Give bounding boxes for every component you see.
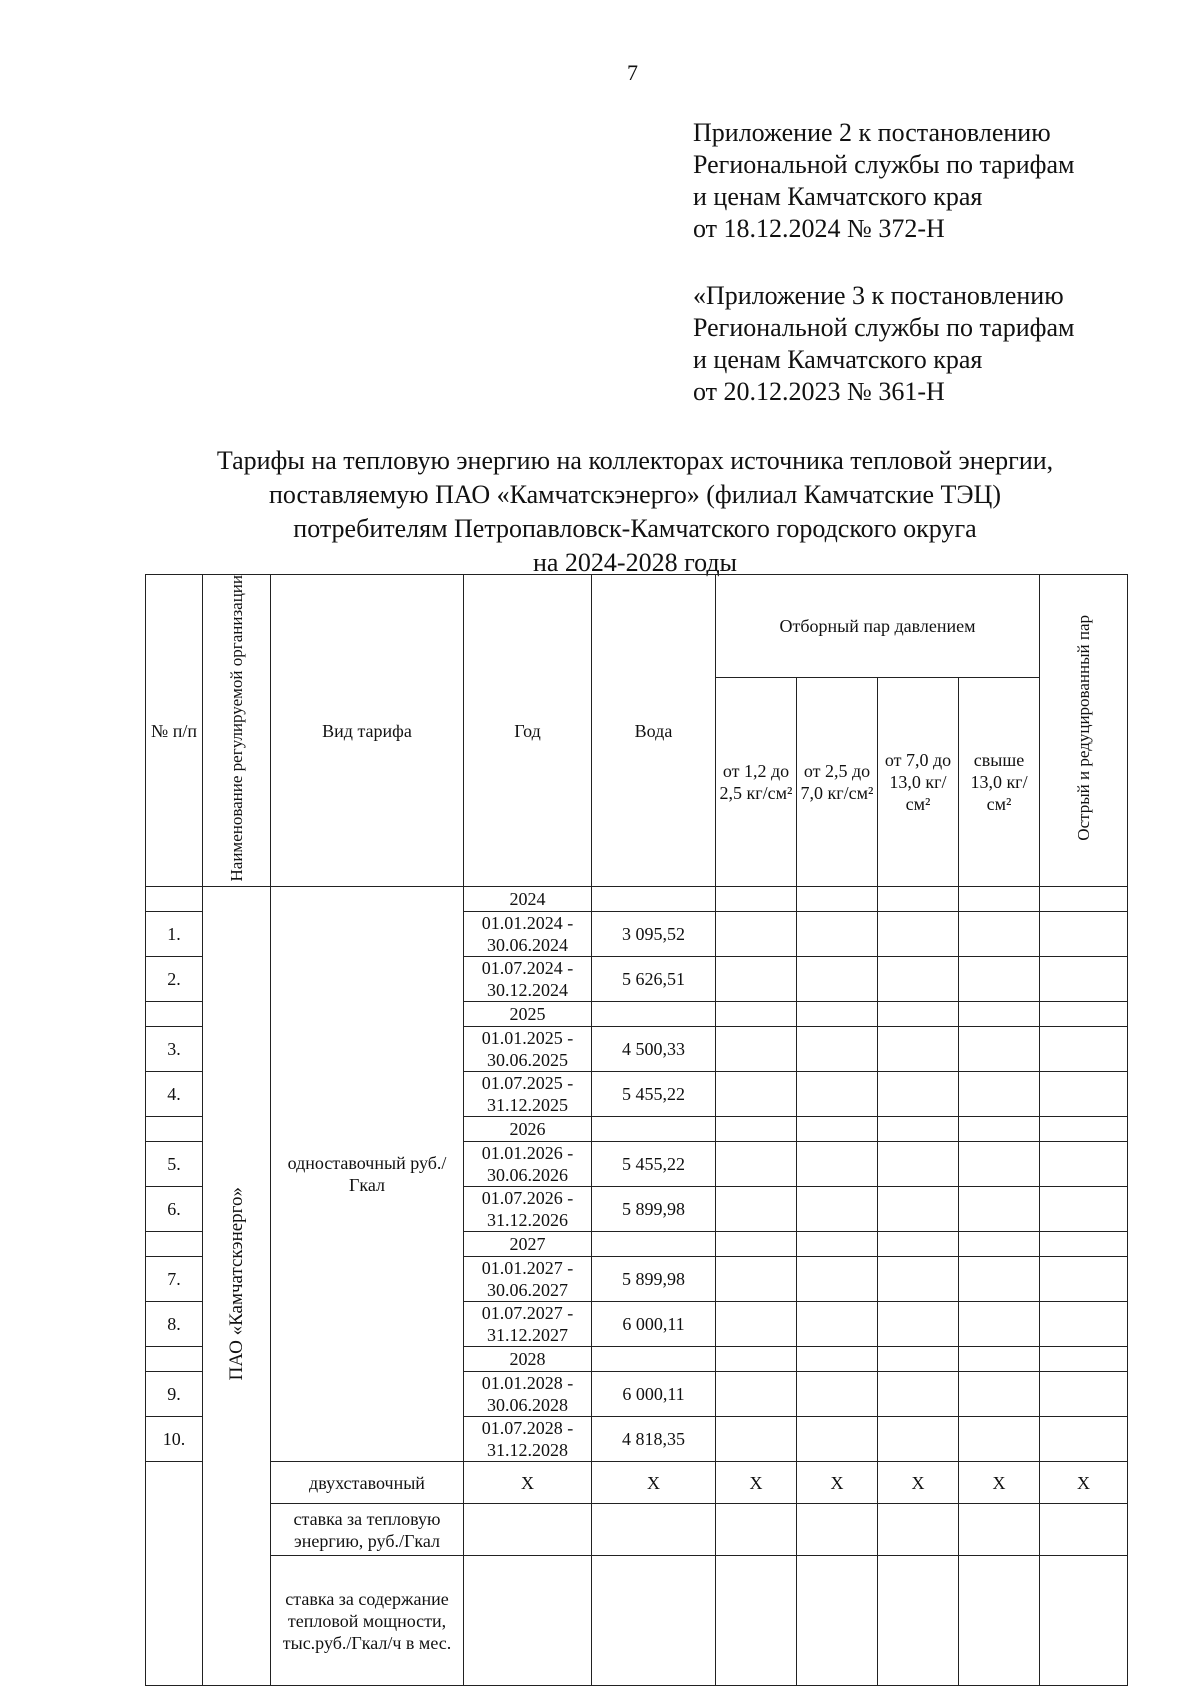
empty-cell (797, 1257, 878, 1302)
title-line: поставляемую ПАО «Камчатскэнерго» (филиал Камчатские ТЭЦ) (269, 480, 1001, 509)
empty-cell (878, 1257, 959, 1302)
header-steam-4: свыше 13,0 кг/см² (959, 677, 1040, 887)
empty-cell (716, 1232, 797, 1257)
empty-cell (716, 1187, 797, 1232)
tariff-table (145, 574, 1128, 1686)
empty-cell (146, 1232, 203, 1257)
year-row (146, 887, 1128, 912)
period-start: 01.07.2025 - (481, 1073, 574, 1094)
period-end: 30.06.2024 (487, 935, 568, 956)
appendix-line: и ценам Камчатского края (693, 182, 983, 211)
empty-cell (1040, 1504, 1128, 1556)
empty-cell (716, 1347, 797, 1372)
empty-cell (146, 1462, 203, 1686)
empty-cell (1040, 1257, 1128, 1302)
empty-cell (797, 1117, 878, 1142)
water-tariff-value: 5 899,98 (592, 1187, 716, 1232)
period-end: 30.06.2025 (487, 1050, 568, 1071)
empty-cell (878, 1302, 959, 1347)
empty-cell (959, 957, 1040, 1002)
empty-cell (716, 1072, 797, 1117)
empty-cell (959, 1072, 1040, 1117)
empty-cell (797, 912, 878, 957)
empty-cell (797, 1072, 878, 1117)
empty-cell (1040, 887, 1128, 912)
period-cell (464, 1372, 592, 1417)
page-number: 7 (627, 60, 638, 85)
header-steam-3: от 7,0 до 13,0 кг/см² (878, 677, 959, 887)
organization-name: ПАО «Камчатскэнерго» (225, 1187, 247, 1381)
capacity-rate-row (146, 1556, 1128, 1686)
empty-cell (797, 1556, 878, 1686)
empty-cell (797, 1302, 878, 1347)
empty-cell (959, 1556, 1040, 1686)
appendix-previous-header (693, 280, 1074, 408)
empty-cell (1040, 1072, 1128, 1117)
header-water: Вода (592, 575, 716, 887)
empty-cell (959, 1187, 1040, 1232)
energy-rate-row (146, 1504, 1128, 1556)
empty-cell (959, 1002, 1040, 1027)
empty-cell (797, 1372, 878, 1417)
row-number: 6. (146, 1187, 203, 1232)
empty-cell (146, 1347, 203, 1372)
empty-cell (1040, 1417, 1128, 1462)
period-cell (464, 1257, 592, 1302)
water-tariff-value: 3 095,52 (592, 912, 716, 957)
appendix-line: и ценам Камчатского края (693, 345, 983, 374)
empty-cell (959, 1142, 1040, 1187)
row-number: 2. (146, 957, 203, 1002)
empty-cell (592, 1117, 716, 1142)
header-tariff-type: Вид тарифа (271, 575, 464, 887)
empty-cell (716, 1117, 797, 1142)
empty-cell (959, 1117, 1040, 1142)
empty-cell (959, 912, 1040, 957)
empty-cell (592, 1232, 716, 1257)
water-tariff-value: 4 500,33 (592, 1027, 716, 1072)
empty-cell (878, 1002, 959, 1027)
empty-cell (959, 1372, 1040, 1417)
period-end: 30.06.2026 (487, 1165, 568, 1186)
period-start: 01.07.2027 - (481, 1303, 574, 1324)
header-acute-steam (1040, 575, 1128, 887)
empty-cell (1040, 1027, 1128, 1072)
single-rate-label: одноставочный руб./Гкал (271, 887, 464, 1462)
empty-cell (464, 1504, 592, 1556)
period-start: 01.07.2026 - (481, 1188, 574, 1209)
energy-rate-label: ставка за тепловую энергию, руб./Гкал (271, 1504, 464, 1556)
empty-cell (592, 1556, 716, 1686)
year-label: 2025 (464, 1002, 592, 1027)
empty-cell (716, 957, 797, 1002)
empty-cell (797, 887, 878, 912)
empty-cell (878, 912, 959, 957)
empty-cell (959, 1417, 1040, 1462)
empty-cell (878, 1504, 959, 1556)
period-end: 30.12.2024 (487, 980, 568, 1001)
water-tariff-value: 5 899,98 (592, 1257, 716, 1302)
appendix-line: Региональной службы по тарифам (693, 313, 1075, 342)
empty-cell (716, 1302, 797, 1347)
empty-cell (878, 1027, 959, 1072)
empty-cell (878, 1556, 959, 1686)
empty-cell (878, 887, 959, 912)
empty-cell (1040, 1556, 1128, 1686)
appendix-line: «Приложение 3 к постановлению (693, 281, 1064, 310)
period-start: 01.01.2026 - (481, 1143, 574, 1164)
empty-cell (797, 1002, 878, 1027)
empty-cell (716, 1002, 797, 1027)
period-cell (464, 1417, 592, 1462)
period-start: 01.01.2025 - (481, 1028, 574, 1049)
water-tariff-value: 5 455,22 (592, 1142, 716, 1187)
empty-cell (146, 1117, 203, 1142)
header-steam-2: от 2,5 до 7,0 кг/см² (797, 677, 878, 887)
header-organization (203, 575, 271, 887)
appendix-line: от 20.12.2023 № 361-Н (693, 377, 945, 406)
title-line: Тарифы на тепловую энергию на коллекторах источника тепловой энергии, (216, 446, 1054, 475)
empty-cell (959, 1302, 1040, 1347)
header-number: № п/п (146, 575, 203, 887)
empty-cell (716, 912, 797, 957)
not-applicable-mark: X (797, 1462, 878, 1504)
not-applicable-mark: X (878, 1462, 959, 1504)
empty-cell (797, 1142, 878, 1187)
empty-cell (592, 887, 716, 912)
year-label: 2028 (464, 1347, 592, 1372)
row-number: 8. (146, 1302, 203, 1347)
empty-cell (878, 1347, 959, 1372)
not-applicable-mark: X (464, 1462, 592, 1504)
empty-cell (797, 1027, 878, 1072)
empty-cell (878, 957, 959, 1002)
empty-cell (959, 1347, 1040, 1372)
row-number: 5. (146, 1142, 203, 1187)
water-tariff-value: 5 626,51 (592, 957, 716, 1002)
header-steam-1: от 1,2 до 2,5 кг/см² (716, 677, 797, 887)
water-tariff-value: 6 000,11 (592, 1302, 716, 1347)
empty-cell (716, 1027, 797, 1072)
row-number: 4. (146, 1072, 203, 1117)
appendix-line: от 18.12.2024 № 372-Н (693, 214, 945, 243)
period-cell (464, 1072, 592, 1117)
empty-cell (878, 1372, 959, 1417)
empty-cell (878, 1187, 959, 1232)
empty-cell (1040, 1002, 1128, 1027)
empty-cell (797, 1232, 878, 1257)
year-label: 2026 (464, 1117, 592, 1142)
water-tariff-value: 6 000,11 (592, 1372, 716, 1417)
empty-cell (878, 1142, 959, 1187)
empty-cell (959, 1232, 1040, 1257)
header-acute-steam-text: Острый и редуцированный пар (1074, 615, 1094, 842)
row-number: 1. (146, 912, 203, 957)
period-cell (464, 1187, 592, 1232)
row-number: 10. (146, 1417, 203, 1462)
period-cell (464, 912, 592, 957)
empty-cell (1040, 1347, 1128, 1372)
period-start: 01.01.2024 - (481, 913, 574, 934)
appendix-line: Приложение 2 к постановлению (693, 118, 1051, 147)
year-label: 2027 (464, 1232, 592, 1257)
period-end: 30.06.2028 (487, 1395, 568, 1416)
row-number: 3. (146, 1027, 203, 1072)
period-start: 01.01.2027 - (481, 1258, 574, 1279)
organization-cell (203, 887, 271, 1686)
period-cell (464, 1302, 592, 1347)
empty-cell (716, 1504, 797, 1556)
empty-cell (716, 1257, 797, 1302)
empty-cell (797, 1504, 878, 1556)
empty-cell (592, 1347, 716, 1372)
header-year: Год (464, 575, 592, 887)
title-line: потребителям Петропавловск-Камчатского городского округа (293, 514, 977, 543)
empty-cell (878, 1417, 959, 1462)
not-applicable-mark: X (716, 1462, 797, 1504)
empty-cell (878, 1072, 959, 1117)
capacity-rate-label: ставка за содержание тепловой мощности, тыс.руб./Гкал/ч в мес. (271, 1556, 464, 1686)
empty-cell (716, 887, 797, 912)
empty-cell (1040, 1372, 1128, 1417)
title-line: на 2024-2028 годы (532, 548, 738, 577)
not-applicable-mark: X (1040, 1462, 1128, 1504)
period-start: 01.07.2028 - (481, 1418, 574, 1439)
empty-cell (797, 957, 878, 1002)
water-tariff-value: 5 455,22 (592, 1072, 716, 1117)
appendix-current-header (693, 117, 1074, 245)
empty-cell (1040, 957, 1128, 1002)
period-start: 01.01.2028 - (481, 1373, 574, 1394)
period-end: 31.12.2027 (487, 1325, 568, 1346)
year-label: 2024 (464, 887, 592, 912)
empty-cell (1040, 1302, 1128, 1347)
not-applicable-mark: X (959, 1462, 1040, 1504)
empty-cell (146, 1002, 203, 1027)
empty-cell (797, 1347, 878, 1372)
empty-cell (1040, 1142, 1128, 1187)
empty-cell (959, 1257, 1040, 1302)
empty-cell (592, 1504, 716, 1556)
empty-cell (716, 1372, 797, 1417)
empty-cell (959, 1027, 1040, 1072)
header-steam-group: Отборный пар давлением (716, 575, 1040, 678)
period-cell (464, 1142, 592, 1187)
empty-cell (716, 1417, 797, 1462)
period-cell (464, 957, 592, 1002)
row-number: 9. (146, 1372, 203, 1417)
two-rate-row (146, 1462, 1128, 1504)
empty-cell (146, 887, 203, 912)
empty-cell (878, 1232, 959, 1257)
period-end: 31.12.2025 (487, 1095, 568, 1116)
period-cell (464, 1027, 592, 1072)
period-end: 31.12.2028 (487, 1440, 568, 1461)
appendix-line: Региональной службы по тарифам (693, 150, 1075, 179)
empty-cell (592, 1002, 716, 1027)
document-title (120, 444, 1150, 580)
empty-cell (716, 1556, 797, 1686)
empty-cell (878, 1117, 959, 1142)
empty-cell (464, 1556, 592, 1686)
empty-cell (1040, 1187, 1128, 1232)
not-applicable-mark: X (592, 1462, 716, 1504)
period-end: 31.12.2026 (487, 1210, 568, 1231)
row-number: 7. (146, 1257, 203, 1302)
empty-cell (797, 1417, 878, 1462)
header-organization-text: Наименование регулируемой организации (227, 575, 246, 882)
empty-cell (959, 887, 1040, 912)
empty-cell (1040, 1232, 1128, 1257)
empty-cell (959, 1504, 1040, 1556)
period-end: 30.06.2027 (487, 1280, 568, 1301)
empty-cell (716, 1142, 797, 1187)
water-tariff-value: 4 818,35 (592, 1417, 716, 1462)
empty-cell (1040, 912, 1128, 957)
empty-cell (1040, 1117, 1128, 1142)
two-rate-label: двухставочный (271, 1462, 464, 1504)
period-start: 01.07.2024 - (481, 958, 574, 979)
empty-cell (797, 1187, 878, 1232)
